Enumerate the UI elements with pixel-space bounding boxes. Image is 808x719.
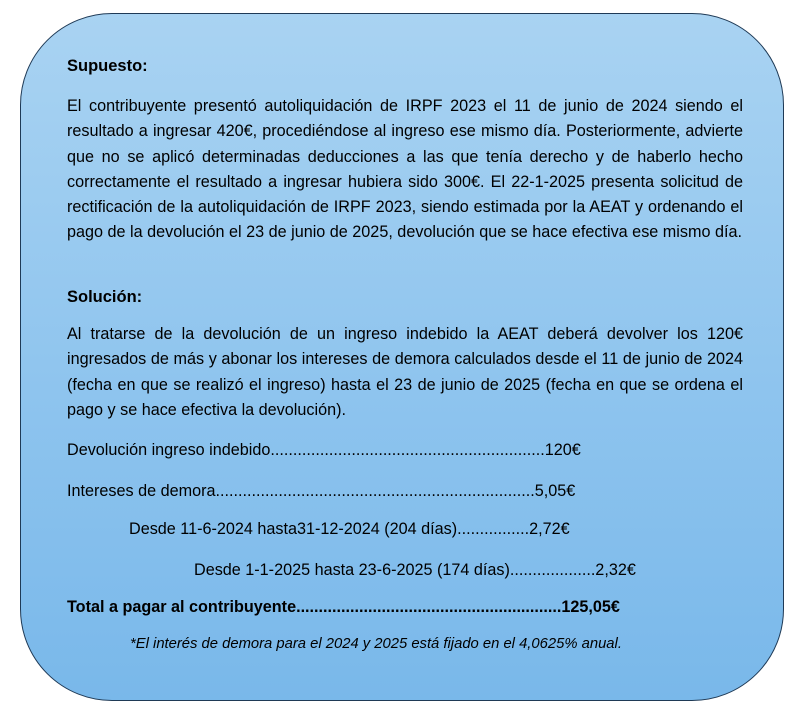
tramo-2024-line: Desde 11-6-2024 hasta31-12-2024 (204 días)................2,72€ <box>129 520 570 538</box>
total-line: Total a pagar al contribuyente...........................................................125,05€ <box>67 598 620 616</box>
supuesto-text: El contribuyente presentó autoliquidación de IRPF 2023 el 11 de junio de 2024 siendo el resultado a ingresar 420€, procediéndose al ingreso ese mismo día. Posteriormente, advierte que no se aplicó determinadas deducciones a las que tenía derecho y de haberlo hecho correctamente el resultado a ingresar hubiera sido 300€. El 22-1-2025 presenta solicitud de rectificación de la autoliquidación de IRPF 2023, siendo estimada por la AEAT y ordenando el pago de la devolución el 23 de junio de 2025, devolución que se hace efectiva ese mismo día. <box>67 97 743 242</box>
intereses-line: Intereses de demora.......................................................................5,05€ <box>67 482 576 500</box>
supuesto-heading: Supuesto: <box>67 57 148 75</box>
interest-note: *El interés de demora para el 2024 y 2025 está fijado en el 4,0625% anual. <box>130 636 622 652</box>
solucion-text: Al tratarse de la devolución de un ingreso indebido la AEAT deberá devolver los 120€ ingresados de más y abonar los intereses de demora calculados desde el 11 de junio de 2024 (fecha en que se realizó el ingreso) hasta el 23 de junio de 2025 (fecha en que se ordena el pago y se hace efectiva la devolución). <box>67 325 743 419</box>
devolucion-line: Devolución ingreso indebido.............................................................120€ <box>67 441 581 459</box>
solucion-heading: Solución: <box>67 288 143 306</box>
tramo-2025-line: Desde 1-1-2025 hasta 23-6-2025 (174 días)...................2,32€ <box>194 561 636 579</box>
